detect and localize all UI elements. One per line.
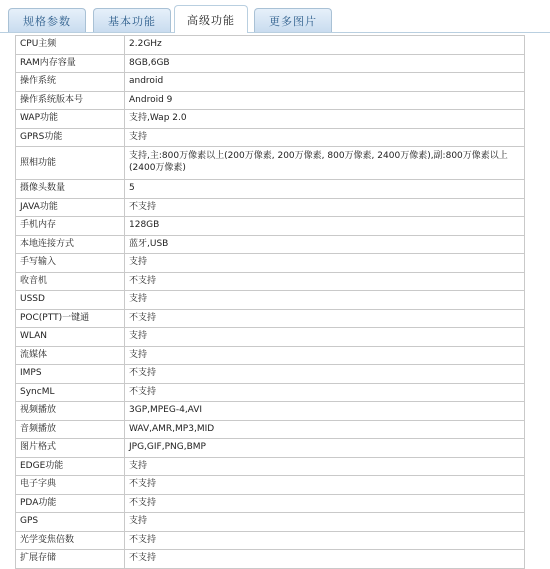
spec-key: USSD (16, 291, 125, 310)
spec-key: SyncML (16, 383, 125, 402)
table-row (16, 550, 525, 569)
table-row (16, 402, 525, 421)
table-row (16, 180, 525, 199)
spec-value: 8GB,6GB (125, 54, 525, 73)
table-row (16, 513, 525, 532)
spec-value: 支持 (125, 254, 525, 273)
spec-key: GPS (16, 513, 125, 532)
spec-value: android (125, 73, 525, 92)
spec-key: 音频播放 (16, 420, 125, 439)
spec-key: WAP功能 (16, 110, 125, 129)
table-row (16, 494, 525, 513)
spec-key: IMPS (16, 365, 125, 384)
spec-value: JPG,GIF,PNG,BMP (125, 439, 525, 458)
table-row (16, 439, 525, 458)
table-row (16, 291, 525, 310)
spec-key: 扩展存储 (16, 550, 125, 569)
spec-key: PDA功能 (16, 494, 125, 513)
table-row (16, 383, 525, 402)
spec-value: 不支持 (125, 198, 525, 217)
spec-value: 支持 (125, 513, 525, 532)
table-row (16, 328, 525, 347)
tab-specs[interactable]: 规格参数 (8, 8, 86, 32)
spec-key: 操作系统 (16, 73, 125, 92)
spec-value: 不支持 (125, 550, 525, 569)
spec-key: 手机内存 (16, 217, 125, 236)
spec-table (15, 35, 525, 569)
spec-value: 支持 (125, 457, 525, 476)
spec-key: 视频播放 (16, 402, 125, 421)
table-row (16, 54, 525, 73)
spec-key: 收音机 (16, 272, 125, 291)
spec-value: 支持 (125, 291, 525, 310)
spec-key: 流媒体 (16, 346, 125, 365)
table-row (16, 531, 525, 550)
spec-key: RAM内存容量 (16, 54, 125, 73)
table-row (16, 36, 525, 55)
spec-value: 128GB (125, 217, 525, 236)
spec-value: 蓝牙,USB (125, 235, 525, 254)
table-row (16, 476, 525, 495)
spec-value: 支持 (125, 328, 525, 347)
spec-key: 手写输入 (16, 254, 125, 273)
spec-key: 本地连接方式 (16, 235, 125, 254)
spec-value: 2.2GHz (125, 36, 525, 55)
spec-key: 电子字典 (16, 476, 125, 495)
spec-key: EDGE功能 (16, 457, 125, 476)
spec-key: 摄像头数量 (16, 180, 125, 199)
spec-value: 支持,Wap 2.0 (125, 110, 525, 129)
table-row (16, 346, 525, 365)
spec-key: GPRS功能 (16, 128, 125, 147)
table-row (16, 254, 525, 273)
table-row (16, 235, 525, 254)
spec-value: 支持 (125, 346, 525, 365)
tab-more-images[interactable]: 更多图片 (254, 8, 332, 32)
spec-value: WAV,AMR,MP3,MID (125, 420, 525, 439)
table-row (16, 147, 525, 180)
table-row (16, 420, 525, 439)
spec-key: POC(PTT)一键通 (16, 309, 125, 328)
table-row (16, 91, 525, 110)
table-row (16, 73, 525, 92)
tab-advanced-functions[interactable]: 高级功能 (174, 5, 248, 33)
spec-value: 不支持 (125, 531, 525, 550)
spec-value: Android 9 (125, 91, 525, 110)
table-row (16, 110, 525, 129)
table-row (16, 217, 525, 236)
tab-basic-functions[interactable]: 基本功能 (93, 8, 171, 32)
table-row (16, 365, 525, 384)
spec-value: 不支持 (125, 309, 525, 328)
spec-key: 照相功能 (16, 147, 125, 180)
tab-bar (0, 0, 550, 33)
spec-value: 支持 (125, 128, 525, 147)
table-row (16, 272, 525, 291)
spec-key: 操作系统版本号 (16, 91, 125, 110)
table-row (16, 457, 525, 476)
spec-value: 不支持 (125, 476, 525, 495)
table-row (16, 128, 525, 147)
spec-value: 不支持 (125, 365, 525, 384)
table-row (16, 198, 525, 217)
spec-value: 不支持 (125, 494, 525, 513)
spec-key: JAVA功能 (16, 198, 125, 217)
spec-value: 3GP,MPEG-4,AVI (125, 402, 525, 421)
spec-value: 5 (125, 180, 525, 199)
spec-key: 图片格式 (16, 439, 125, 458)
spec-key: WLAN (16, 328, 125, 347)
spec-key: 光学变焦倍数 (16, 531, 125, 550)
spec-value: 不支持 (125, 383, 525, 402)
spec-value: 支持,主:800万像素以上(200万像素, 200万像素, 800万像素, 2400万像素),副:800万像素以上(2400万像素) (125, 147, 525, 180)
spec-key: CPU主频 (16, 36, 125, 55)
spec-value: 不支持 (125, 272, 525, 291)
table-row (16, 309, 525, 328)
advanced-functions-panel (0, 33, 550, 564)
